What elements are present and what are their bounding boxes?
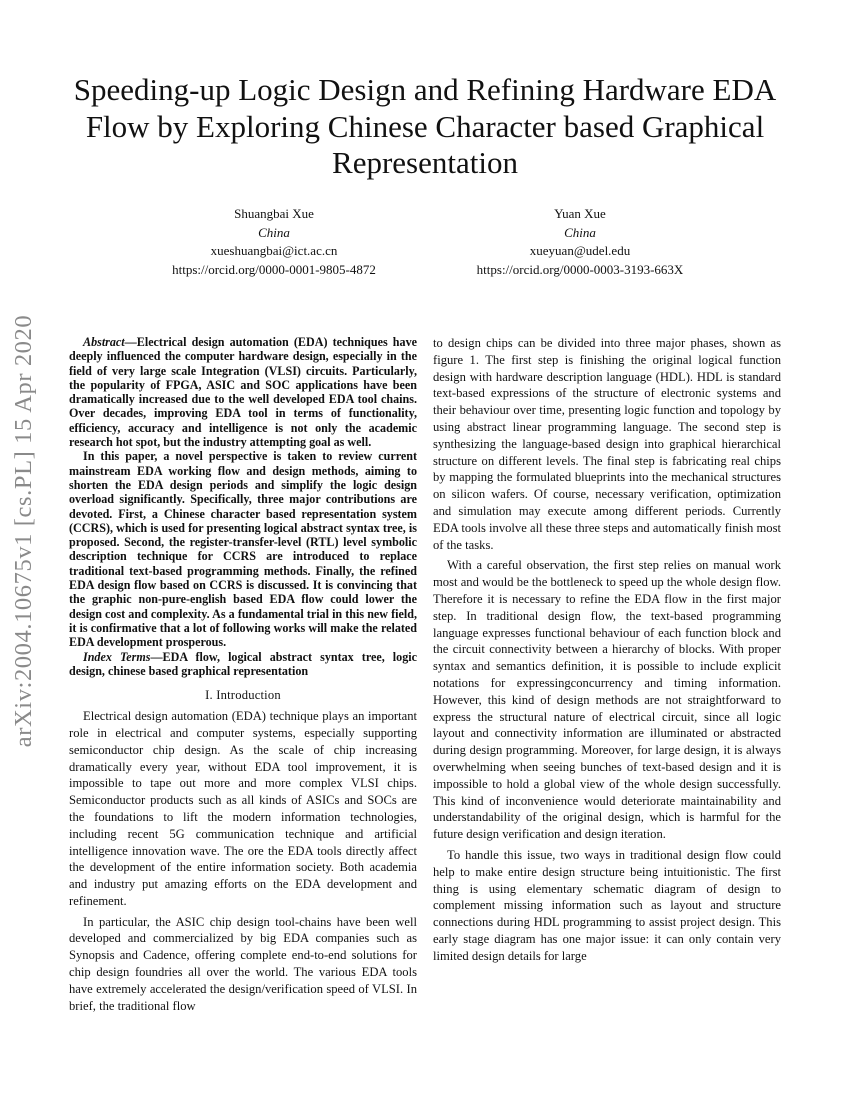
intro-paragraph-1: Electrical design automation (EDA) technique plays an important role in electrical and computer systems, especially supporting semiconductor chip design. As the scale of chip increasing dramatically every year, without EDA tool improvement, it is impossible to tape out more and more complex VLSI chips. Semiconductor products such as all kinds of ASICs and SOCs are the foundations to lift the modern information technologies, including recent 5G communication technique and artificial intelligence innovation wave. The ore the EDA tools directly affect the development of the entire information society. Both academia and industry put amazing efforts on the EDA development and refinement. bbox=[69, 709, 417, 908]
right-paragraph-2: With a careful observation, the first step relies on manual work most and would be the bottleneck to speed up the whole design flow. Therefore it is necessary to refine the EDA flow in the first major step. In traditional design flow, the text-based programming language expresses functional behaviour of each function block and the circuit connectivity between a hierarchy of blocks. With proper syntax and semantics definition, it is possible to include explicit notations for expressingconcurrency and timing information. However, this kind of design methods are not straightforward to express the structural nature of electrical circuit, since all logic layout and connectivity information are illuminated or abstracted during design programming. Moreover, for large design, it is always overwhelming when seeing bunches of text-based design and it is impossible to hold a global view of the whole design successfully. This kind of inconvenience would deteriorate maintainability and understandability of the original design, which is harmful for the future design verification and design iteration. bbox=[433, 558, 781, 842]
author-name: Shuangbai Xue bbox=[234, 206, 314, 221]
author-block-2 bbox=[430, 205, 730, 279]
author-orcid: https://orcid.org/0000-0003-3193-663X bbox=[476, 261, 684, 277]
author-block-1 bbox=[124, 205, 424, 279]
arxiv-stamp-text: arXiv:2004.10675v1 [cs.PL] 15 Apr 2020 bbox=[10, 314, 37, 748]
abstract-paragraph-2: In this paper, a novel perspective is taken to review current mainstream EDA working flow and design methods, aiming to shorten the EDA design periods and simplify the logic design overload significantly. Specifically, three major contributions are devoted. First, a Chinese character based representation system (CCRS), which is used for presenting logical abstract syntax tree, is proposed. Second, the register-transfer-level (RTL) level symbolic description technique for CCRS are introduced to replace traditional text-based programming methods. Finally, the refined EDA design flow based on CCRS is discussed. It is convincing that the graphic non-pure-english based EDA flow could lower the design cost and complexity. As a fundamental trial in this new field, it is confirmative that a lot of following works will make the related EDA development prosperous. bbox=[69, 449, 417, 650]
abstract-label: Abstract bbox=[83, 335, 125, 349]
abstract-paragraph bbox=[69, 335, 417, 449]
author-affiliation: China bbox=[564, 224, 596, 240]
index-terms-text: —EDA flow, logical abstract syntax tree, logic design, chinese based graphical representation bbox=[69, 649, 417, 678]
left-column bbox=[69, 335, 417, 1014]
index-terms-label: Index Terms bbox=[83, 649, 151, 664]
author-orcid: https://orcid.org/0000-0001-9805-4872 bbox=[172, 261, 376, 277]
right-column bbox=[433, 335, 781, 964]
abstract-text-1: —Electrical design automation (EDA) techniques have deeply influenced the computer hardware design, especially in the field of very large scale Integration (VLSI) circuits. Particularly, the popularity of FPGA, ASIC and SOC applications have been dramatically increased due to the well developed EDA tool chains. Over decades, improving EDA tool in terms of functionality, efficiency, accuracy and intelligence is not only the academic research hot spot, but the industry attempting goal as well. bbox=[69, 335, 417, 450]
author-affiliation: China bbox=[258, 224, 290, 240]
right-paragraph-1: to design chips can be divided into three major phases, shown as figure 1. The first step is finishing the original logical function design with hardware description language (HDL). HDL is standard text-based expressions of the structure of electronic systems and their behaviour over time, presenting logic function and topology by using abstract linear programming language. The second step is synthesizing the language-based design into graphical hierarchical structure on different levels. The final step is fabricating real chips by mapping the formulated blueprints into the mechanical structures on silicon wafers. Of course, necessary verification, optimization and simulation may execute among different periods. Currently EDA tools involve all these three steps and automatically finish most of the tasks. bbox=[433, 336, 781, 552]
section-heading-introduction: I. Introduction bbox=[205, 688, 281, 703]
right-paragraph-3: To handle this issue, two ways in traditional design flow could help to make entire design structure being intuitionistic. The first thing is using elementary schematic diagram of design to complement missing information such as layout and structure connections during HDL programming to assist project design. This early stage diagram has one major issue: it can only contain very limited design details for large bbox=[433, 847, 781, 963]
author-email: xueyuan@udel.edu bbox=[529, 243, 631, 258]
index-terms bbox=[69, 650, 417, 679]
intro-paragraph-2: In particular, the ASIC chip design tool-chains have been well developed and commercialized by big EDA companies such as Synopsis and Cadence, offering complete end-to-end solutions for chip design foundries all over the world. The various EDA tools have extremely accelerated the design/verification speed of VLSI. In brief, the traditional flow bbox=[69, 914, 417, 1013]
author-email: xueshuangbai@ict.ac.cn bbox=[210, 243, 338, 258]
arxiv-stamp bbox=[6, 296, 42, 766]
paper-title: Speeding-up Logic Design and Refining Hardware EDA Flow by Exploring Chinese Character based Graphical Representation bbox=[73, 72, 777, 180]
author-name: Yuan Xue bbox=[554, 206, 606, 221]
